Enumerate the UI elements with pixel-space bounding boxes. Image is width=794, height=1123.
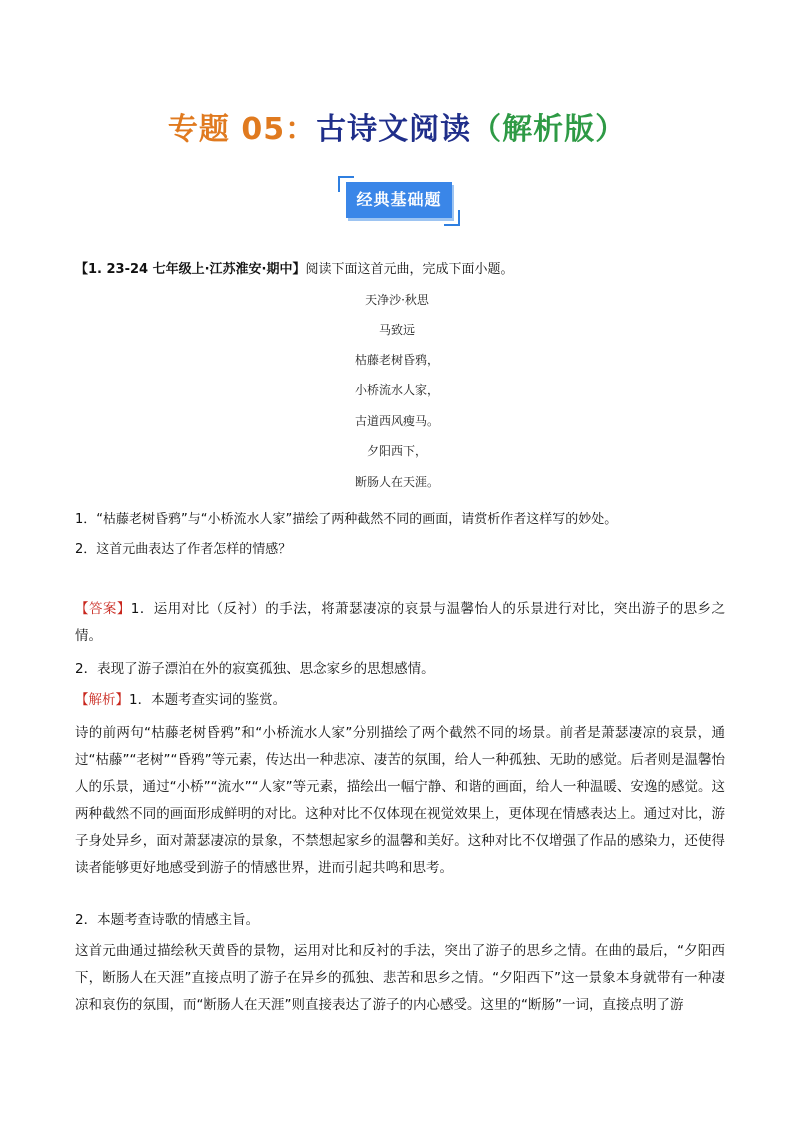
title-edition: （解析版） (471, 112, 627, 147)
poem-line: 夕阳西下， (366, 444, 427, 458)
poem-line: 古道西风瘦马。 (354, 414, 439, 428)
analysis-2-body: 这首元曲通过描绘秋天黄昏的景物，运用对比和反衬的手法，突出了游子的思乡之情。在曲的最后，“夕阳西下，断肠人在天涯”直接点明了游子在异乡的孤独、悲苦和思乡之情。“夕阳西下”这一景象本身就带有一种凄凉和哀伤的氛围，而“断肠人在天涯”则直接表达了游子的内心感受。这里的“断肠”一词，直接点明了游 (75, 943, 725, 1013)
title-topic-number: 专题 05： (167, 112, 317, 147)
page-title (0, 104, 794, 148)
title-topic-name: 古诗文阅读 (316, 112, 472, 147)
analysis-label: 【解析】 (75, 692, 129, 708)
sub-question-2: 2．这首元曲表达了作者怎样的情感？ (75, 542, 292, 557)
poem-line: 小桥流水人家， (354, 383, 439, 397)
analysis-1-header (75, 687, 725, 714)
question-header (75, 258, 514, 277)
analysis-2-header: 2．本题考查诗歌的情感主旨。 (75, 912, 260, 928)
poem-line: 枯藤老树昏鸦， (354, 353, 439, 367)
answer-1 (75, 596, 725, 650)
question-prompt: 阅读下面这首元曲，完成下面小题。 (305, 262, 514, 277)
section-badge (338, 176, 460, 226)
analysis-1-head-text: 1．本题考查实词的鉴赏。 (129, 692, 287, 708)
poem-author: 马致远 (378, 323, 415, 337)
question-source: 【1. 23-24 七年级上·江苏淮安·期中】 (75, 262, 306, 277)
poem-line: 断肠人在天涯。 (354, 475, 439, 489)
poem-title: 天净沙·秋思 (365, 293, 429, 307)
answer-1-text: 1．运用对比（反衬）的手法，将萧瑟凄凉的哀景与温馨怡人的乐景进行对比，突出游子的思乡之情。 (75, 601, 726, 644)
answer-label: 【答案】 (75, 601, 131, 617)
analysis-1-body: 诗的前两句“枯藤老树昏鸦”和“小桥流水人家”分别描绘了两个截然不同的场景。前者是萧瑟凄凉的哀景，通过“枯藤”“老树”“昏鸦”等元素，传达出一种悲凉、凄苦的氛围，给人一种孤独、无助的感觉。后者则是温馨怡人的乐景，通过“小桥”“流水”“人家”等元素，描绘出一幅宁静、和谐的画面，给人一种温暖、安逸的感觉。这两种截然不同的画面形成鲜明的对比。这种对比不仅体现在视觉效果上，更体现在情感表达上。通过对比，游子身处异乡，面对萧瑟凄凉的景象，不禁想起家乡的温馨和美好。这种对比不仅增强了作品的感染力，还使得读者能够更好地感受到游子的情感世界，进而引起共鸣和思考。 (75, 725, 725, 876)
badge-label: 经典基础题 (346, 182, 452, 218)
sub-question-1: 1．“枯藤老树昏鸦”与“小桥流水人家”描绘了两种截然不同的画面，请赏析作者这样写的妙处。 (75, 512, 618, 527)
answer-2: 2．表现了游子漂泊在外的寂寞孤独、思念家乡的思想感情。 (75, 661, 435, 677)
